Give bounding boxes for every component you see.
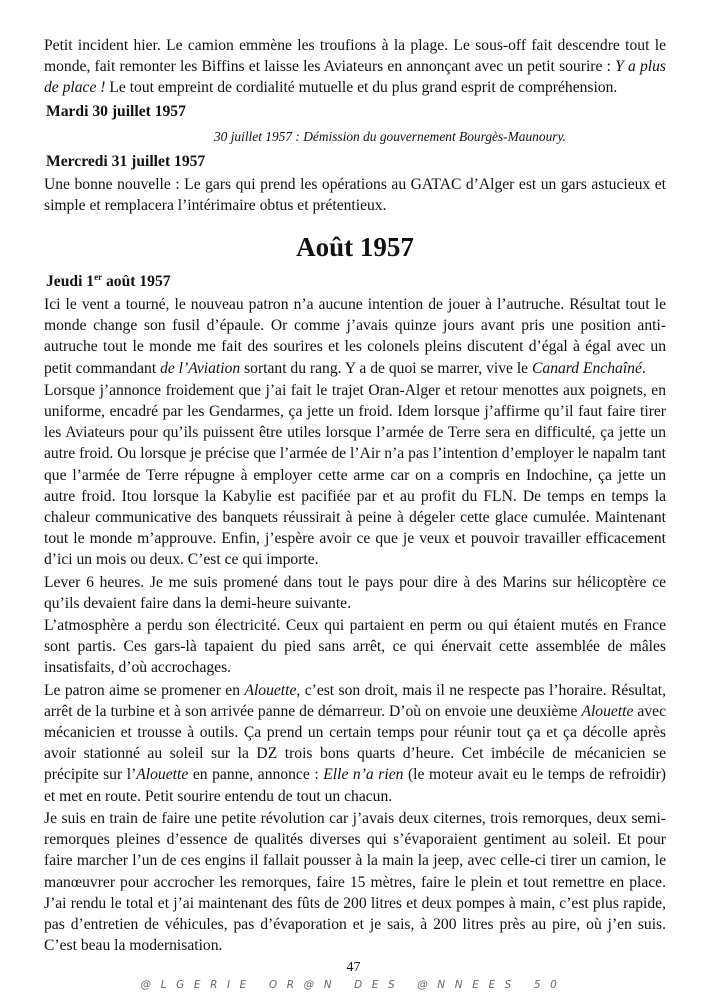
- paragraph-mercredi: Une bonne nouvelle : Le gars qui prend les opérations au GATAC d’Alger est un gars astucieux et simple et remplacera l’intérimaire obtus et prétentieux.: [44, 176, 666, 215]
- paragraph-intro: Petit incident hier. Le camion emmène les troufions à la plage. Le sous-off fait descendre tout le monde, fait remonter les Biffins et laisse les Aviateurs en annonçant avec un petit sourire : Y a plus de place ! Le tout empreint de cordialité mutuelle et du plus grand esprit de compréhension.: [44, 37, 666, 97]
- paragraph-3: Lever 6 heures. Je me suis promené dans tout le pays pour dire à des Marins sur hélicoptère ce qu’ils devaient faire dans la demi-heure suivante.: [44, 573, 666, 612]
- month-title: Août 1957: [296, 231, 414, 262]
- page-number: 47: [346, 960, 361, 975]
- entry-heading-mardi: Mardi 30 juillet 1957: [46, 102, 186, 120]
- paragraph-4: L’atmosphère a perdu son électricité. Ceux qui partaient en perm ou qui étaient mutés en France sont partis. Ces gars-là tapaient du pied sans arrêt, ce qui énervait cette assemblée de mâles insatisfaits, d’où accrochages.: [44, 617, 666, 677]
- entry-heading-jeudi: Jeudi 1er août 1957: [46, 271, 171, 290]
- paragraph-1: Ici le vent a tourné, le nouveau patron n’a aucune intention de jouer à l’autruche. Résultat tout le monde change son fusil d’épaule. Or comme j’avais quinze jours avant pris une position anti-autruche tout le monde me fait des sourires et les colonels pleins discutent d’égal à égal avec un petit commandant de l’Aviation sortant du rang. Y a de quoi se marrer, vive le Canard Enchaîné.: [44, 296, 666, 377]
- historical-note: 30 juillet 1957 : Démission du gouvernement Bourgès-Maunoury.: [213, 128, 567, 144]
- paragraph-6: Je suis en train de faire une petite révolution car j’avais deux citernes, trois remorques, deux semi-remorques pleines d’essence de qualités diverses qui s’évaporaient gentiment au soleil. Et pour faire marcher l’un de ces engins il fallait pousser à la main la jeep, avec celle-ci tirer un camion, le manœuvrer pour accrocher les remorques, faire 15 mètres, faire le plein et tout remettre en place. J’ai rendu le total et j’ai maintenant des fûts de 200 litres et deux pompes à main, c’est plus rapide, pas d’entretien de véhicules, pas d’évaporation et je sais, à 200 litres près au pire, où j’en suis. C’est beau la modernisation.: [44, 809, 666, 955]
- footer-series-title: @LGERIE OR@N DES @NNEES 50: [140, 979, 567, 991]
- paragraph-5: Le patron aime se promener en Alouette, c’est son droit, mais il ne respecte pas l’horaire. Résultat, arrêt de la turbine et à son arrivée panne de démarreur. D’où on envoie une deuxième Alouette avec mécanicien et trousse à outils. Ça prend un certain temps pour réunir tout ça et ça décolle après avoir stationné au soleil sur la DZ trois bons quarts d’heure. Cet imbécile de mécanicien se précipite sur l’Alouette en panne, annonce : Elle n’a rien (le moteur avait eu le temps de refroidir) et met en route. Petit sourire entendu de tout un chacun.: [44, 681, 666, 805]
- paragraph-2: Lorsque j’annonce froidement que j’ai fait le trajet Oran-Alger et retour menottes aux poignets, en uniforme, encadré par les Gendarmes, ça jette un froid. Idem lorsque j’affirme qu’il faut faire tirer les Aviateurs pour qu’ils puissent être utiles lorsque l’armée de Terre sera en difficulté, ça jette un autre froid. Ou lorsque je précise que l’armée de l’Air n’a pas l’intention d’employer le napalm tant que l’armée de Terre répugne à employer cette arme car on a compris en Indochine, ça jette un autre froid. Itou lorsque la Kabylie est pacifiée par et au profit du FLN. De temps en temps la chaleur communicative des banquets réussirait à peine à dégeler cette glace cumulée. Maintenant tout le monde m’approuve. Enfin, j’espère avoir ce que je veux et pouvoir travailler efficacement d’ici un mois ou deux. C’est ce qui importe.: [44, 381, 666, 569]
- page-content: [44, 35, 666, 956]
- entry-heading-mercredi: Mercredi 31 juillet 1957: [46, 153, 206, 171]
